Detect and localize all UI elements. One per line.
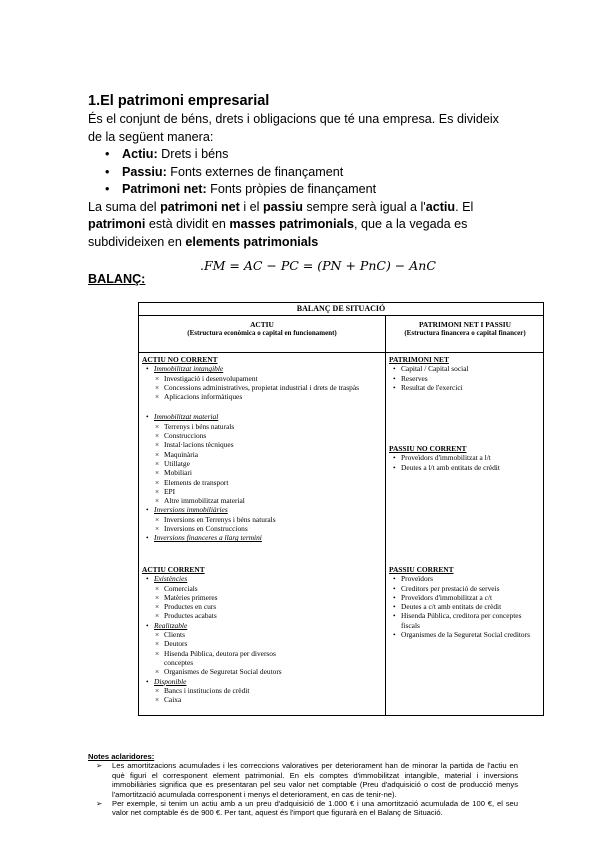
notes-title: Notes aclaridores: <box>88 752 155 761</box>
text-run: està dividit en <box>145 217 230 231</box>
list-item: • Capital / Capital social <box>389 364 541 373</box>
passiu-corrent-section <box>389 565 541 639</box>
list-item: × Maquinària <box>142 450 382 459</box>
group-title: • Immobilitzat material <box>142 412 382 421</box>
passiu-header <box>389 315 541 337</box>
list-item: • Reserves <box>389 374 541 383</box>
list-item: × Organismes de Seguretat Social deutors <box>142 667 304 676</box>
list-item: × Productes acabats <box>142 611 382 620</box>
passiu-column <box>389 315 541 640</box>
list-item: × Comercials <box>142 584 382 593</box>
note-item: ➢ Per exemple, si tenim un actiu amb a un preu d'adquisició de 1.000 € i una amortització acumulada de 100 €, el seu valor net comptable és de 900 €. Per tant, aquest és l'import que figurarà en el Balanç de Situació. <box>88 799 518 818</box>
balance-title: BALANÇ DE SITUACIÓ <box>139 303 543 316</box>
list-item: × Altre immobilitzat material <box>142 496 382 505</box>
column-divider <box>385 315 386 715</box>
passiu-heading: PATRIMONI NET I PASSIU <box>418 320 512 329</box>
list-item: • Proveïdors d'immobilitzat a c/t <box>389 593 541 602</box>
bullet-term: Patrimoni net: <box>122 182 207 196</box>
bold-run: masses patrimonials <box>229 217 354 231</box>
text-run: i el <box>239 199 263 214</box>
group-title: • Existències <box>142 574 382 583</box>
passiu-subheading: (Estructura financera o capital financer) <box>404 329 526 338</box>
list-item: × Mobiliari <box>142 468 382 477</box>
balanc-title: BALANÇ: <box>88 272 146 286</box>
summary-paragraph <box>88 199 516 252</box>
bullet-text: Drets i béns <box>157 147 229 161</box>
actiu-column <box>142 315 382 705</box>
list-item: • Creditors per prestació de serveis <box>389 584 541 593</box>
list-item: • Proveïdors d'immobilitzat a l/t <box>389 453 541 462</box>
list-item: × Inversions en Terrenys i béns naturals <box>142 515 382 524</box>
actiu-no-corrent-section <box>142 355 382 543</box>
list-item: × Matèries primeres <box>142 593 382 602</box>
section-title: PASSIU NO CORRENT <box>389 444 467 453</box>
list-item: • Hisenda Pública, creditora per conceptes fiscals <box>389 611 541 630</box>
bullet-patrimoni-net <box>122 181 516 199</box>
list-item: × Aplicacions informàtiques <box>142 392 382 401</box>
section-title: PASSIU CORRENT <box>389 565 454 574</box>
section-title: ACTIU CORRENT <box>142 565 205 574</box>
list-item: × Clients <box>142 630 382 639</box>
balance-sheet-table <box>138 302 544 716</box>
balance-columns <box>139 315 543 715</box>
list-item: × Productes en curs <box>142 602 382 611</box>
section-title: PATRIMONI NET <box>389 355 449 364</box>
list-item: × Inversions en Construccions <box>142 524 382 533</box>
group-title: • Inversions financeres a llarg termini <box>142 533 382 542</box>
group-title: • Disponible <box>142 677 382 686</box>
list-item: • Deutes a l/t amb entitats de crèdit <box>389 463 541 472</box>
group-title: • Immobilitzat intangible <box>142 364 382 373</box>
section-title: ACTIU NO CORRENT <box>142 355 218 364</box>
bold-run: elements patrimonials <box>185 234 319 249</box>
intro-block <box>88 111 516 251</box>
note-item: ➢ Les amortitzacions acumulades i les correccions valoratives per deteriorament han de minorar la partida de l'actiu en què figuri el corresponent element patrimonial. En els comptes d'immobilitzat intangible, material i inversions immobiliàries significa que es presentaran pel seu valor net comptable (Preu d'adquisició o cost de producció menys l'amortització acumulada corresponent i menys el deteriorament, en cas de tenir-ne). <box>88 761 518 799</box>
text-run: La suma del <box>88 199 161 214</box>
passiu-no-corrent-section <box>389 444 541 472</box>
bullet-text: Fonts pròpies de finançament <box>206 182 377 196</box>
spacer <box>142 401 382 412</box>
bullet-text: Fonts externes de finançament <box>166 164 344 179</box>
list-item: × Hisenda Pública, deutora per diversos conceptes <box>142 649 304 668</box>
bullet-list <box>88 146 516 199</box>
list-item: × EPI <box>142 487 382 496</box>
bullet-term: Actiu: <box>122 147 158 161</box>
list-item: × Caixa <box>142 695 382 704</box>
notes-block <box>88 752 518 818</box>
list-item: × Construccions <box>142 431 382 440</box>
bold-run: patrimoni net <box>160 199 240 214</box>
bold-run: passiu <box>262 199 303 214</box>
list-item: × Deutors <box>142 639 382 648</box>
actiu-header <box>142 315 382 337</box>
list-item: × Bancs i institucions de crèdit <box>142 686 382 695</box>
list-item: × Investigació i desenvolupament <box>142 374 382 383</box>
actiu-subheading: (Estructura econòmica o capital en funcionament) <box>187 329 337 338</box>
bullet-term: Passiu: <box>122 164 167 179</box>
text-run: , que a la vegada es subdivideixen en <box>88 217 468 249</box>
list-item: • Organismes de la Seguretat Social creditors <box>389 630 541 639</box>
intro-text: És el conjunt de béns, drets i obligacions que té una empresa. Es divideix de la següent manera: <box>88 112 499 144</box>
list-item: × Elements de transport <box>142 478 382 487</box>
patrimoni-net-section <box>389 355 541 392</box>
list-item: • Deutes a c/t amb entitats de crèdit <box>389 602 541 611</box>
list-item: × Terrenys i béns naturals <box>142 422 382 431</box>
list-item: • Resultat de l'exercici <box>389 383 541 392</box>
actiu-heading: ACTIU <box>250 320 274 329</box>
section-heading: 1.El patrimoni empresarial <box>88 93 270 109</box>
group-title: • Inversions immobiliàries <box>142 505 382 514</box>
list-item: × Concessions administratives, propietat industrial i drets de traspàs <box>142 383 382 392</box>
group-title: • Realitzable <box>142 621 382 630</box>
text-run: sempre serà igual a l' <box>302 199 426 214</box>
formula: .FM = AC − PC = (PN + PnC) − AnC <box>200 258 436 273</box>
actiu-corrent-section <box>142 565 382 704</box>
bold-run: actiu <box>425 199 456 214</box>
text-run: . El <box>455 199 474 214</box>
list-item: × Utillatge <box>142 459 382 468</box>
bullet-passiu <box>122 164 516 182</box>
bold-run: patrimoni <box>88 217 146 231</box>
list-item: • Proveïdors <box>389 574 541 583</box>
bullet-actiu <box>122 146 516 164</box>
list-item: × Instal·lacions tècniques <box>142 440 382 449</box>
header-divider <box>139 352 543 353</box>
